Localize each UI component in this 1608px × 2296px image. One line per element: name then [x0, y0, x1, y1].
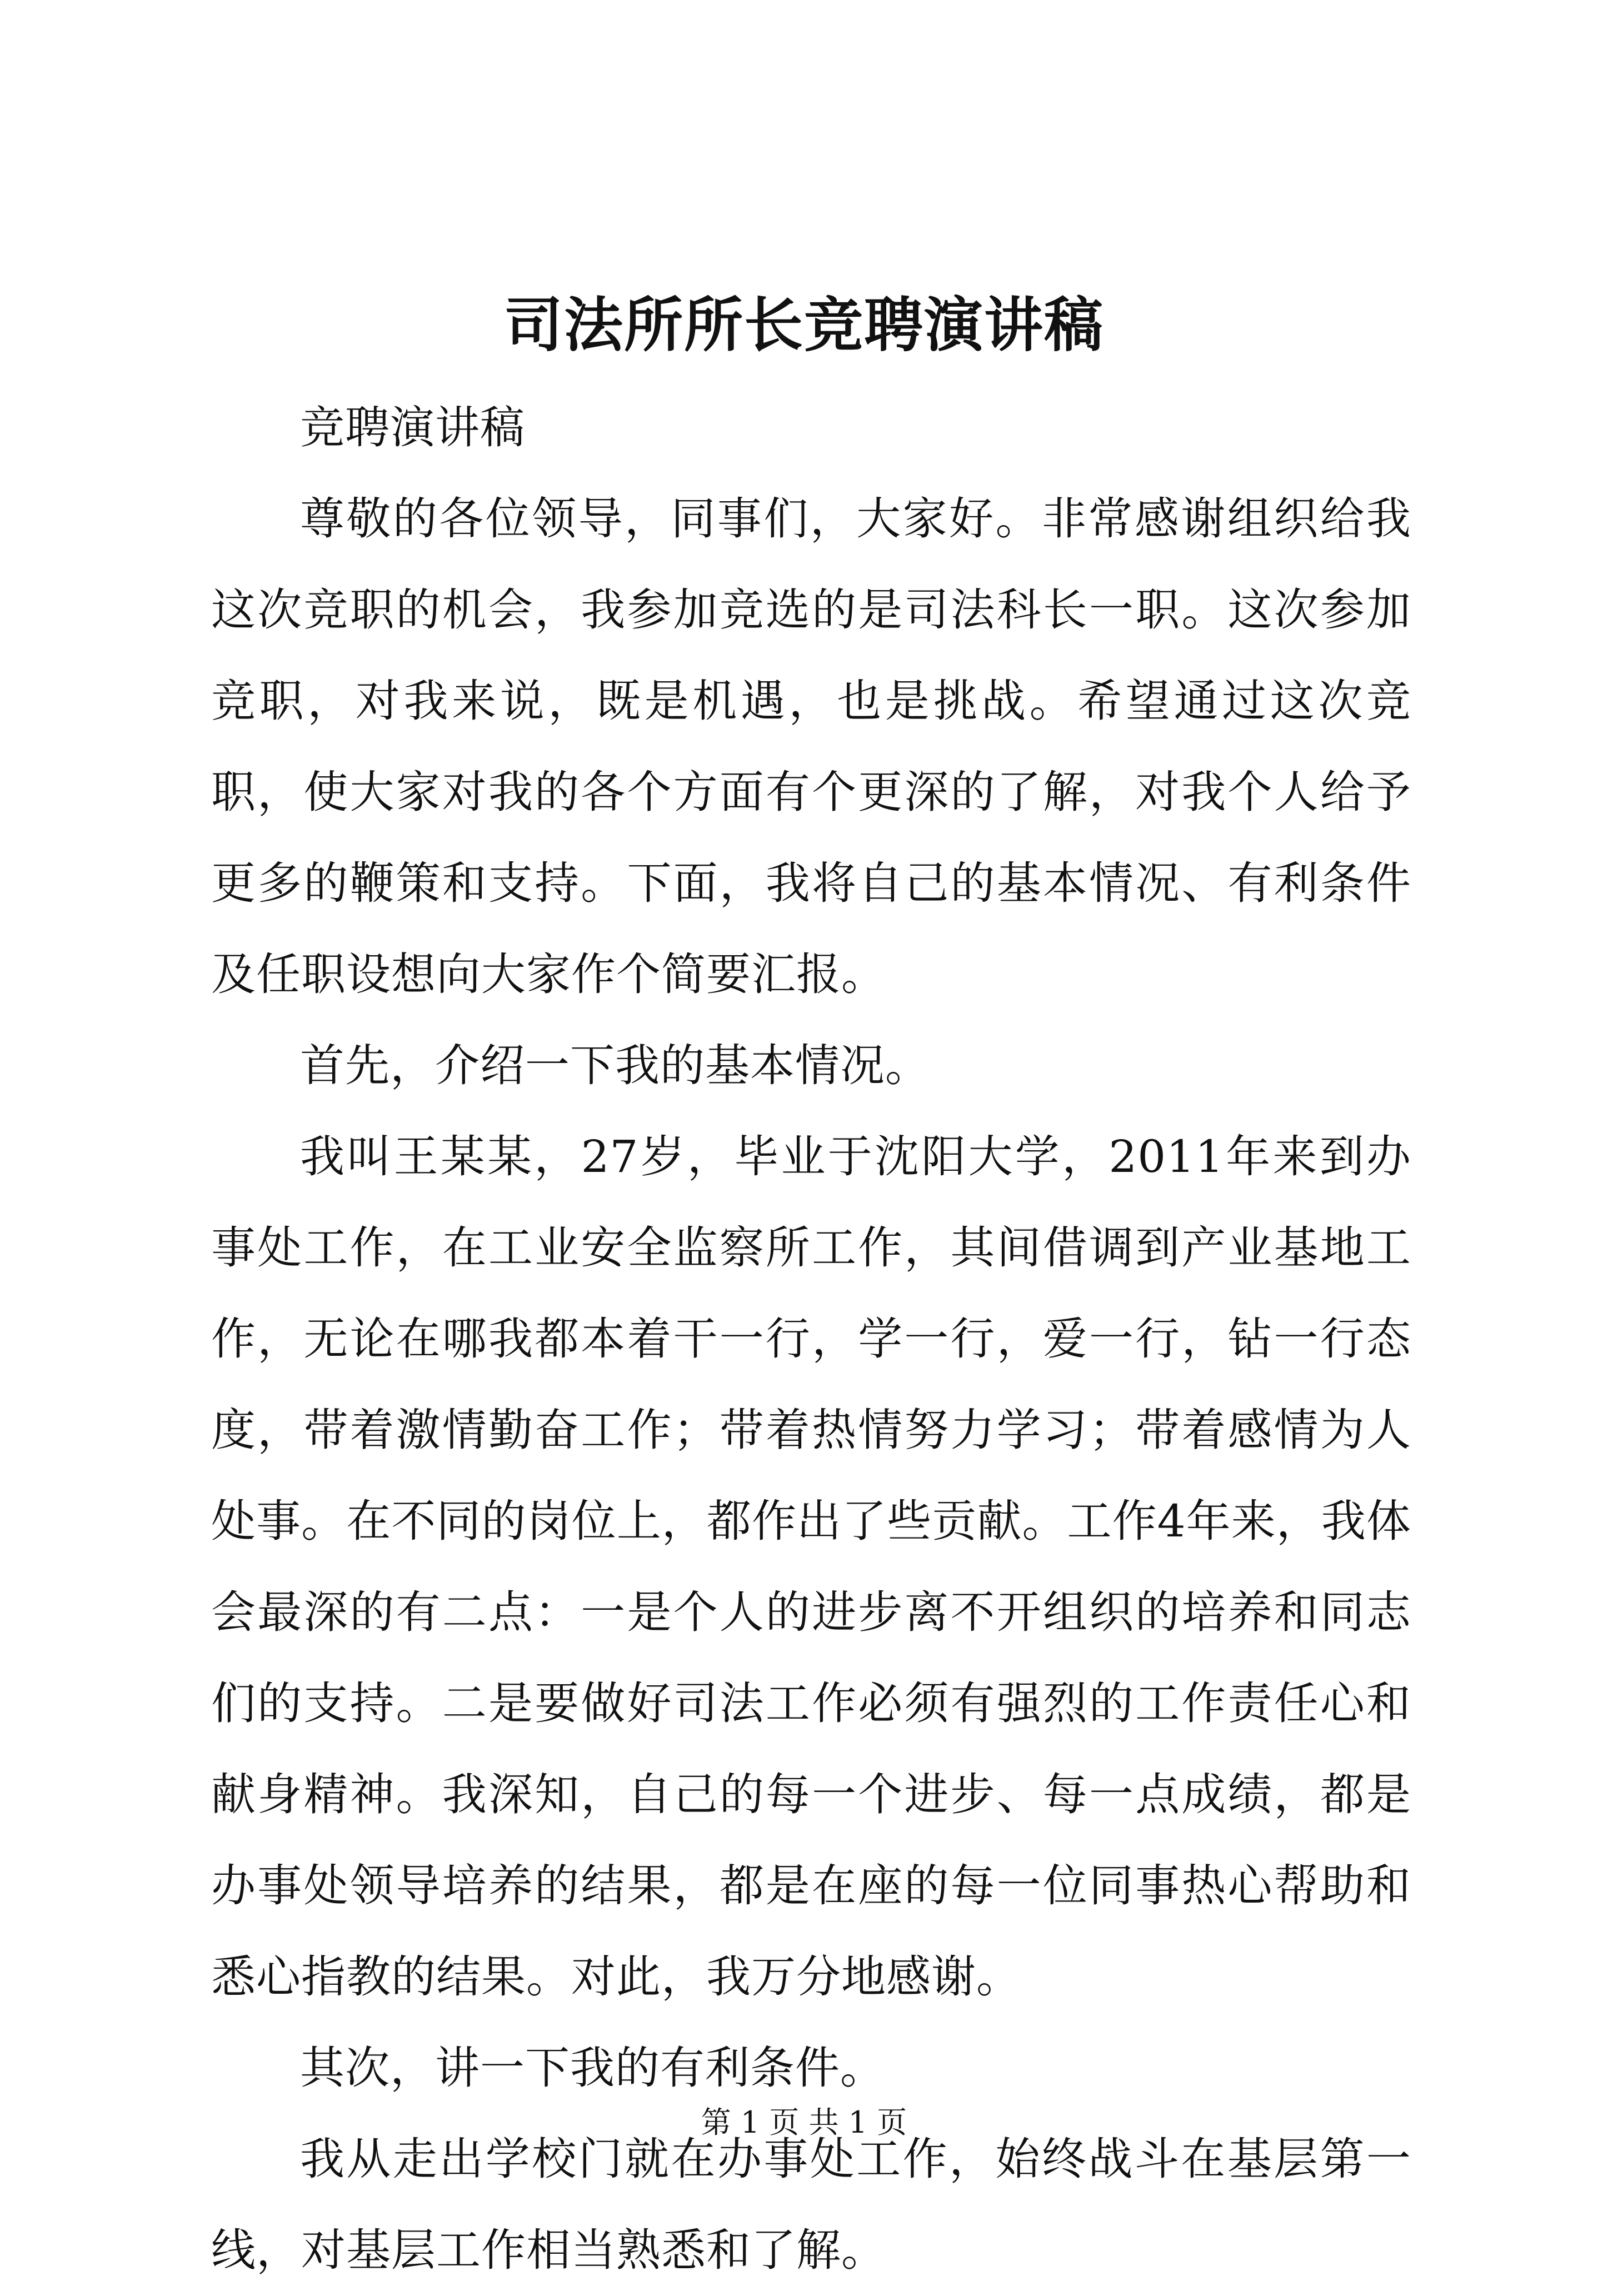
paragraph-basic-info: 我叫王某某，27岁，毕业于沈阳大学，2011年来到办事处工作，在工业安全监察所工作，其间借调到产业基地工作，无论在哪我都本着干一行，学一行，爱一行，钻一行态度，带着激情勤奋工作；带着热情努力学习；带着感情为人处事。在不同的岗位上，都作出了些贡献。工作4年来，我体会最深的有二点：一是个人的进步离不开组织的培养和同志们的支持。二是要做好司法工作必须有强烈的工作责任心和献身精神。我深知，自己的每一个进步、每一点成绩，都是办事处领导培养的结果，都是在座的每一位同事热心帮助和悉心指教的结果。对此，我万分地感谢。 — [211, 1131, 1411, 2003]
paragraph-intro-advantages: 其次，讲一下我的有利条件。 — [300, 2042, 885, 2094]
document-body — [211, 382, 1411, 2296]
paragraph-advantages: 我从走出学校门就在办事处工作，始终战斗在基层第一线，对基层工作相当熟悉和了解。 — [211, 2133, 1411, 2276]
paragraph-greeting: 尊敬的各位领导，同事们，大家好。非常感谢组织给我这次竞职的机会，我参加竞选的是司法科长一职。这次参加竞职，对我来说，既是机遇，也是挑战。希望通过这次竞职，使大家对我的各个方面有个更深的了解，对我个人给予更多的鞭策和支持。下面，我将自己的基本情况、有利条件及任职设想向大家作个简要汇报。 — [211, 493, 1411, 1000]
paragraph-intro-basic: 首先，介绍一下我的基本情况。 — [300, 1040, 930, 1091]
paragraph-heading: 竞聘演讲稿 — [300, 402, 525, 453]
page-footer: 第 1 页 共 1 页 — [701, 2105, 907, 2140]
document-title: 司法所所长竞聘演讲稿 — [504, 290, 1104, 360]
